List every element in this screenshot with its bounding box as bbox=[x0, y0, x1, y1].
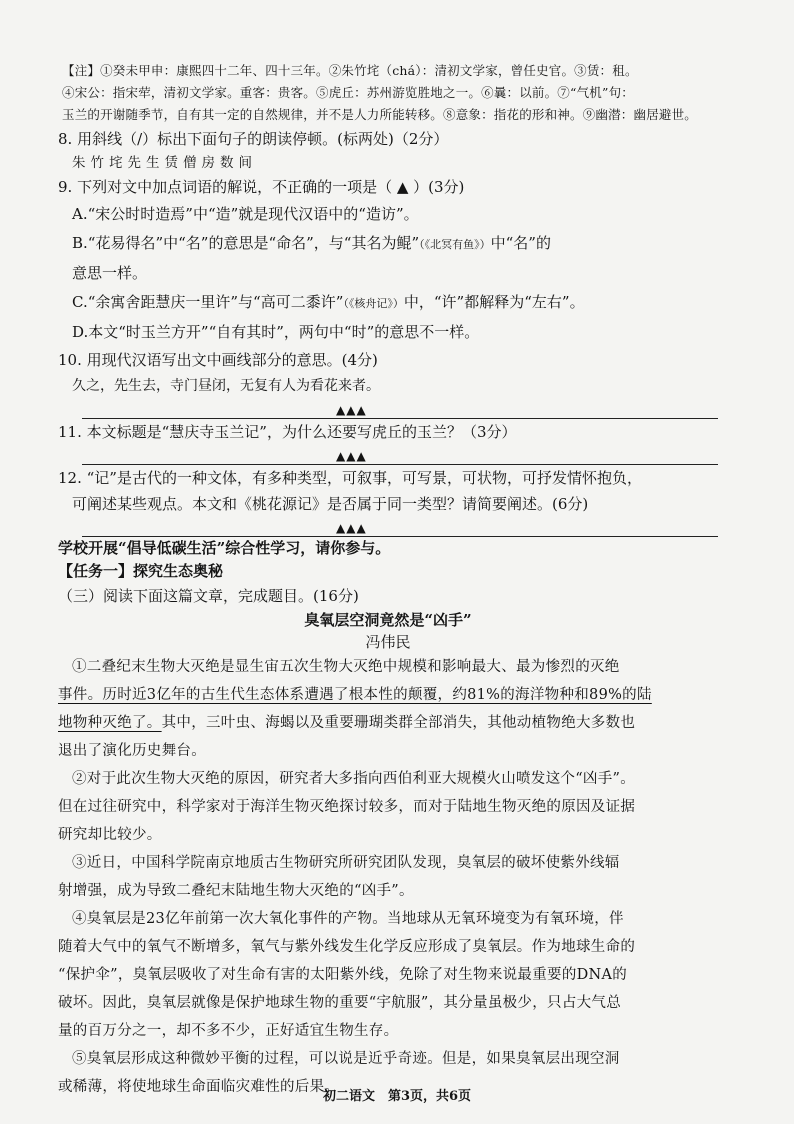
q12-prompt-line: 12. “记”是古代的一种文体，有多种类型，可叙事，可写景，可状物，可抒发情怀抱负， bbox=[58, 469, 642, 487]
article-body bbox=[58, 653, 718, 1101]
q9-option-c-source: （《核舟记》） bbox=[343, 297, 404, 310]
task-heading: 【任务一】探究生态奥秘 bbox=[58, 562, 224, 580]
paragraph-line: 但在过往研究中，科学家对于海洋生物灭绝探讨较多，而对于陆地生物灭绝的原因及证据 bbox=[58, 799, 636, 815]
q9-option-a: A.“宋公时时造焉”中“造”就是现代汉语中的“造访”。 bbox=[72, 205, 419, 223]
exam-page bbox=[58, 60, 718, 1101]
q10-sentence: 久之，先生去，寺门昼闭，无复有人为看花来者。 bbox=[72, 378, 380, 394]
note-line: 玉兰的开谢随季节，自有其一定的自然规律，并不是人力所能转移。⑧意象：指花的形和神。⑨幽潜：幽居避世。 bbox=[62, 107, 698, 122]
answer-line bbox=[82, 464, 718, 465]
note-line: ④宋公：指宋荦，清初文学家。重客：贵客。⑤虎丘：苏州游览胜地之一。⑥曩：以前。⑦“气机”句： bbox=[62, 85, 634, 100]
paragraph-line: 量的百万分之一，却不多不少，正好适宜生物生存。 bbox=[58, 1023, 399, 1039]
q9-option-b-continued: 意思一样。 bbox=[72, 264, 148, 282]
paragraph-line: 退出了演化历史舞台。 bbox=[58, 743, 206, 759]
page-footer: 初二语文 第3页，共6页 bbox=[322, 1089, 472, 1104]
q11-prompt: 11. 本文标题是“慧庆寺玉兰记”，为什么还要写虎丘的玉兰？（3分） bbox=[58, 423, 517, 441]
paragraph-line: ①二叠纪末生物大灭绝是显生宙五次生物大灭绝中规模和影响最大、最为惨烈的灭绝 bbox=[72, 659, 620, 675]
paragraph-line: ③近日，中国科学院南京地质古生物研究所研究团队发现，臭氧层的破坏使紫外线辐 bbox=[72, 855, 620, 871]
question-8 bbox=[58, 126, 718, 174]
article-author: 冯伟民 bbox=[365, 633, 411, 651]
note-line: 【注】①癸未甲申：康熙四十二年、四十三年。②朱竹垞（chá）：清初文学家，曾任史官。③赁：租。 bbox=[62, 63, 638, 78]
q8-prompt: 8. 用斜线（/）标出下面句子的朗读停顿。(标两处)（2分） bbox=[58, 130, 449, 148]
answer-line bbox=[82, 536, 718, 537]
paragraph-line: ⑤臭氧层形成这种微妙平衡的过程，可以说是近乎奇迹。但是，如果臭氧层出现空洞 bbox=[72, 1051, 620, 1067]
underlined-line: 事件。历时近3亿年的古生代生态体系遭遇了根本性的颠覆，约81%的海洋物种和89%的陆 bbox=[58, 687, 652, 703]
paragraph-line: 破坏。因此，臭氧层就像是保护地球生物的重要“宇航服”，其分量虽极少，只占大气总 bbox=[58, 995, 622, 1011]
q9-option-b-text: B.“花易得名”中“名”的意思是“命名”，与“其名为鲲” bbox=[72, 234, 420, 252]
q9-prompt: 9. 下列对文中加点词语的解说，不正确的一项是（ ▲ ）(3分) bbox=[58, 178, 465, 196]
article-title: 臭氧层空洞竟然是“凶手” bbox=[304, 611, 472, 629]
paragraph-line: 或稀薄，将使地球生命面临灾难性的后果。 bbox=[58, 1079, 340, 1095]
section-intro: 学校开展“倡导低碳生活”综合性学习，请你参与。 bbox=[58, 539, 391, 557]
paragraph-line: 研究却比较少。 bbox=[58, 827, 162, 843]
answer-marker: ▲▲▲ bbox=[336, 403, 367, 417]
question-11 bbox=[58, 419, 718, 465]
annotation-notes bbox=[62, 60, 718, 126]
answer-line bbox=[82, 418, 718, 419]
q9-option-c bbox=[58, 288, 718, 318]
q10-prompt: 10. 用现代汉语写出文中画线部分的意思。(4分) bbox=[58, 351, 378, 369]
q9-option-c-text-end: 中，“许”都解释为“左右”。 bbox=[403, 293, 585, 311]
question-12 bbox=[58, 465, 718, 537]
q10-answer-area[interactable] bbox=[58, 399, 718, 419]
paragraph-line: ④臭氧层是23亿年前第一次大氧化事件的产物。当地球从无氧环境变为有氧环境，伴 bbox=[72, 911, 624, 927]
question-9 bbox=[58, 174, 718, 347]
paragraph-line: 射增强，成为导致二叠纪末陆地生物大灭绝的“凶手”。 bbox=[58, 883, 414, 899]
answer-marker: ▲▲▲ bbox=[336, 449, 367, 463]
q12-answer-area[interactable] bbox=[58, 517, 718, 537]
underlined-text: 地物种灭绝了。 bbox=[58, 715, 162, 731]
q11-answer-area[interactable] bbox=[58, 445, 718, 465]
paragraph-line: ②对于此次生物大灭绝的原因，研究者大多指向西伯利亚大规模火山喷发这个“凶手”。 bbox=[72, 771, 636, 787]
q12-prompt-line: 可阐述某些观点。本文和《桃花源记》是否属于同一类型？请简要阐述。(6分) bbox=[72, 495, 589, 513]
paragraph-line: “保护伞”，臭氧层吸收了对生命有害的太阳紫外线，免除了对生物来说最重要的DNA的 bbox=[58, 967, 628, 983]
answer-marker: ▲▲▲ bbox=[336, 521, 367, 535]
question-10 bbox=[58, 347, 718, 419]
q9-option-d: D.本文“时玉兰方开”“自有其时”，两句中“时”的意思不一样。 bbox=[72, 323, 480, 341]
q9-option-b-text-end: 中“名”的 bbox=[490, 234, 551, 252]
q8-sentence: 朱竹垞先生赁僧房数间 bbox=[72, 155, 257, 171]
paragraph-line bbox=[58, 709, 718, 737]
paragraph-text: 其中，三叶虫、海蝎以及重要珊瑚类群全部消失，其他动植物绝大多数也 bbox=[161, 715, 636, 731]
reading-instruction: （三）阅读下面这篇文章，完成题目。(16分) bbox=[58, 587, 359, 605]
paragraph-line: 随着大气中的氧气不断增多，氧气与紫外线发生化学反应形成了臭氧层。作为地球生命的 bbox=[58, 939, 636, 955]
q9-option-b bbox=[58, 229, 718, 259]
q9-option-b-source: （《北冥有鱼》） bbox=[419, 238, 491, 251]
q9-option-c-text: C.“余寓舍距慧庆一里许”与“高可二黍许” bbox=[72, 293, 344, 311]
